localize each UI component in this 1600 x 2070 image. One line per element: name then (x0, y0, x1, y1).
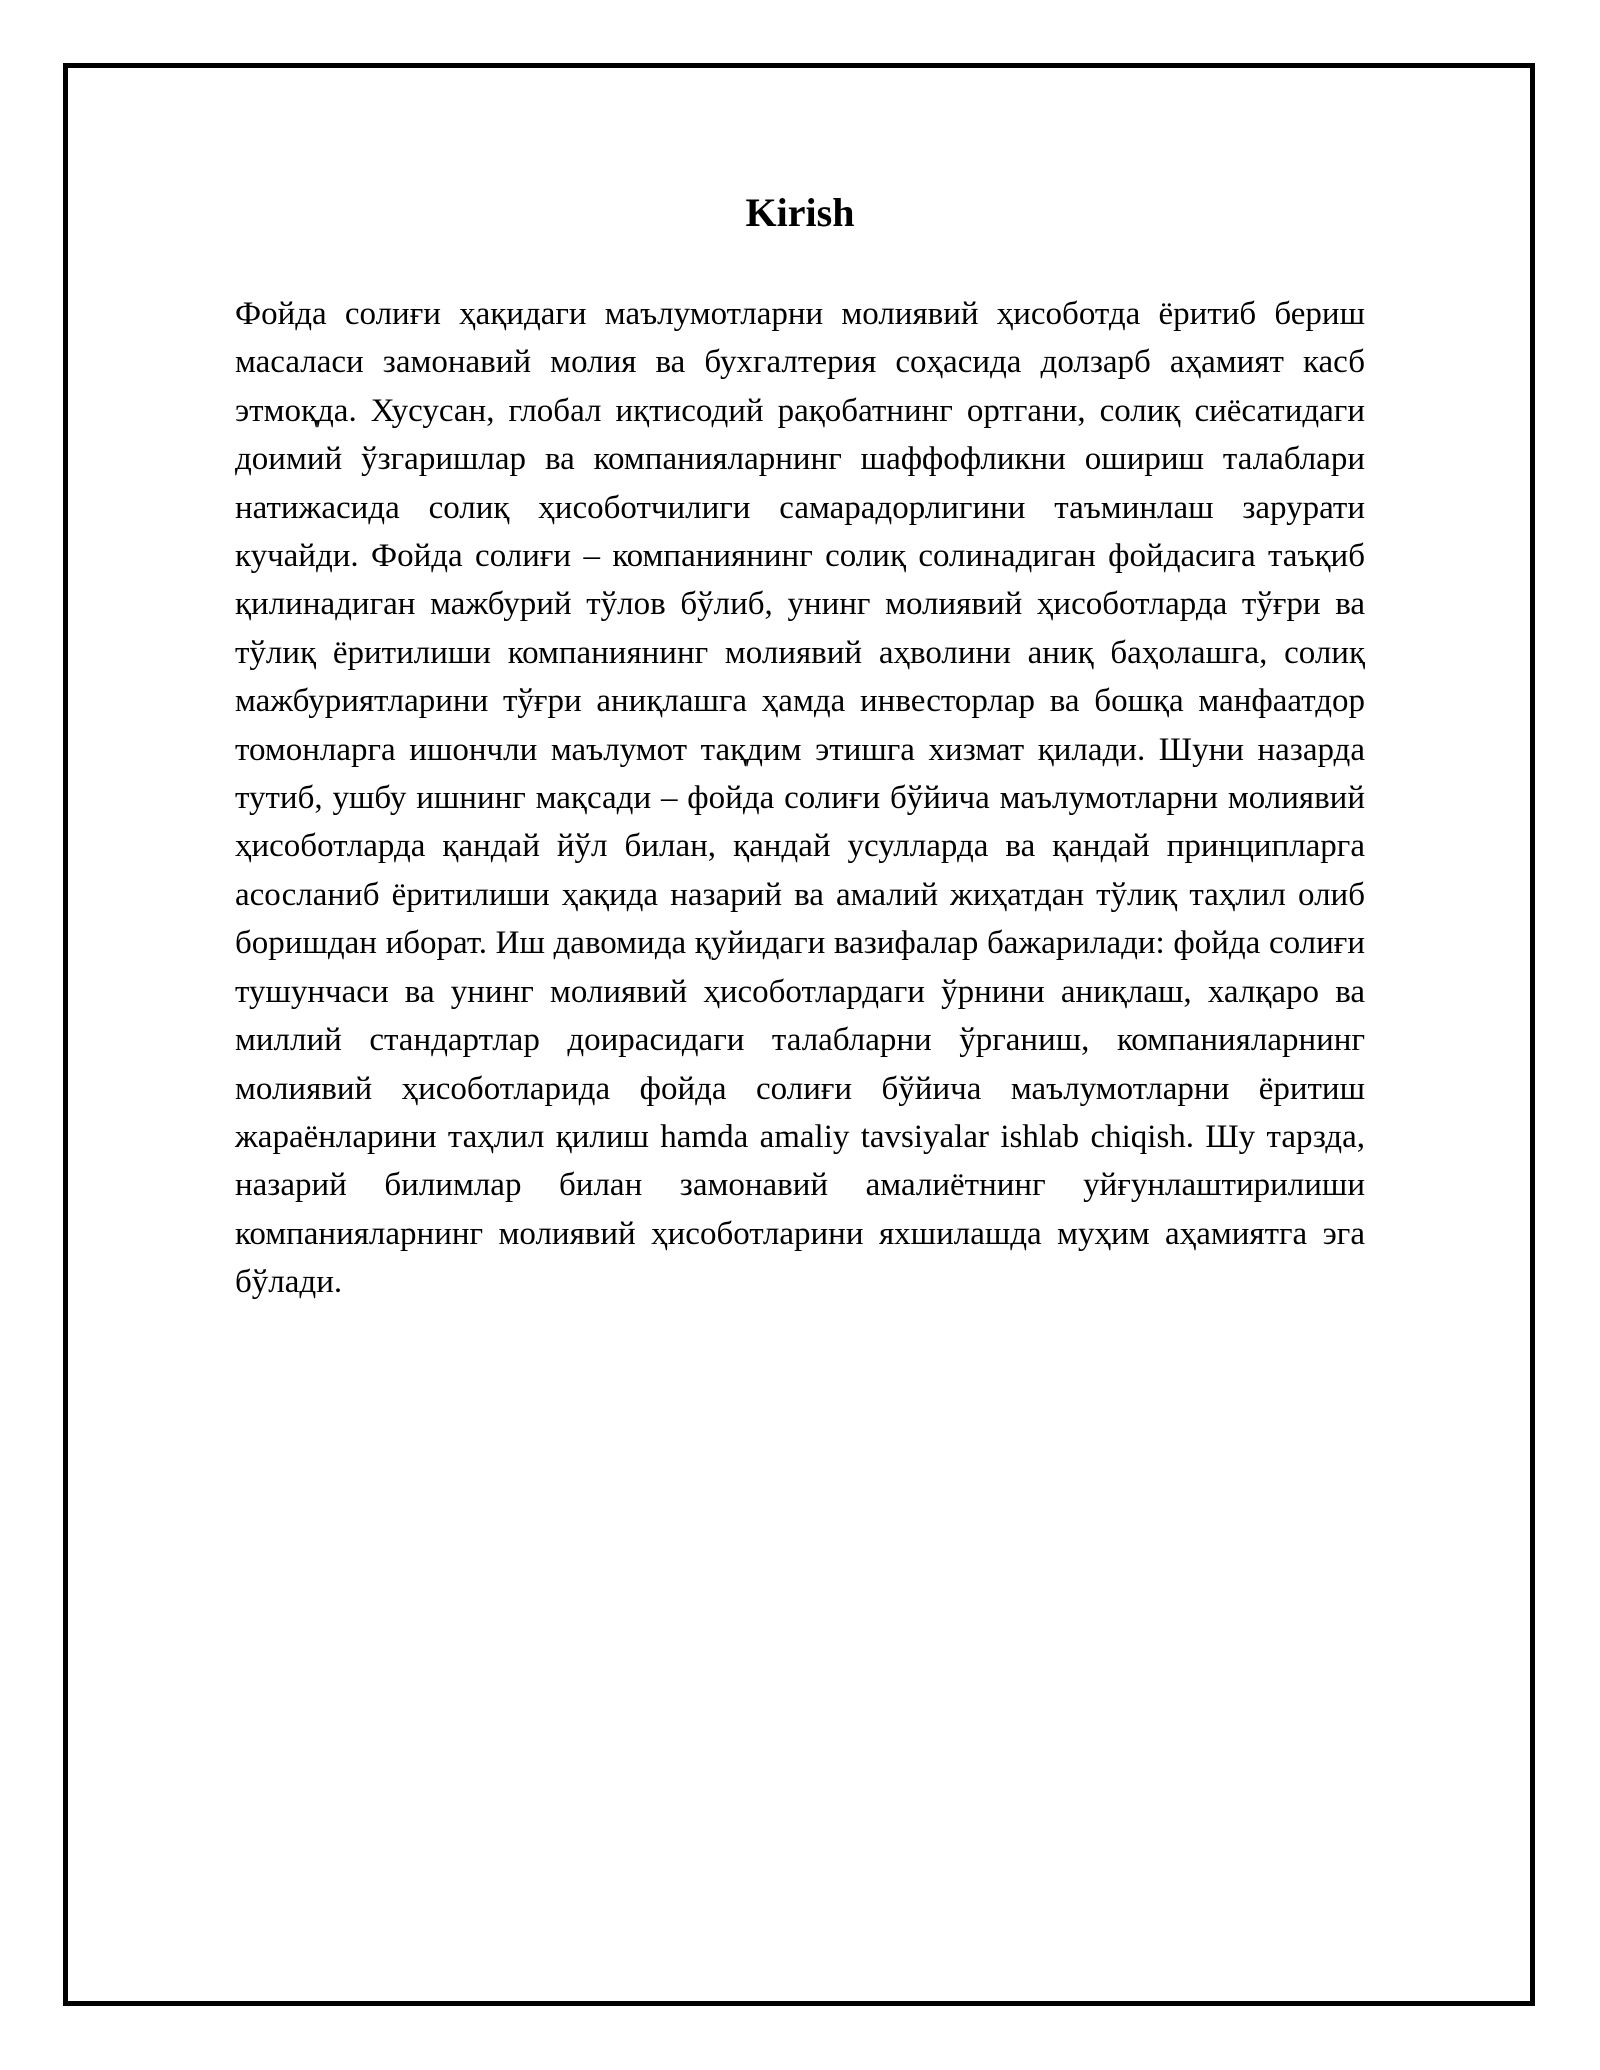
body-paragraph: Фойда солиғи ҳақидаги маълумотларни молиявий ҳисоботда ёритиб бериш масаласи замонавий молия ва бухгалтерия соҳасида долзарб аҳамият касб этмоқда. Хусусан, глобал иқтисодий рақобатнинг ортгани, солиқ сиёсатидаги доимий ўзгаришлар ва компанияларнинг шаффофликни ошириш талаблари натижасида солиқ ҳисоботчилиги самарадорлигини таъминлаш зарурати кучайди. Фойда солиғи – компаниянинг солиқ солинадиган фойдасига таъқиб қилинадиган мажбурий тўлов бўлиб, унинг молиявий ҳисоботларда тўғри ва тўлиқ ёритилиши компаниянинг молиявий аҳволини аниқ баҳолашга, солиқ мажбуриятларини тўғри аниқлашга ҳамда инвесторлар ва бошқа манфаатдор томонларга ишончли маълумот тақдим этишга хизмат қилади. Шуни назарда тутиб, ушбу ишнинг мақсади – фойда солиғи бўйича маълумотларни молиявий ҳисоботларда қандай йўл билан, қандай усулларда ва қандай принципларга асосланиб ёритилиши ҳақида назарий ва амалий жиҳатдан тўлиқ таҳлил олиб боришдан иборат. Иш давомида қуйидаги вазифалар бажарилади: фойда солиғи тушунчаси ва унинг молиявий ҳисоботлардаги ўрнини аниқлаш, халқаро ва миллий стандартлар доирасидаги талабларни ўрганиш, компанияларнинг молиявий ҳисоботларида фойда солиғи бўйича маълумотларни ёритиш жараёнларини таҳлил қилиш hamda amaliy tavsiyalar ishlab chiqish. Шу тарзда, назарий билимлар билан замонавий амалиётнинг уйғунлаштирилиши компанияларнинг молиявий ҳисоботларини яхшилашда муҳим аҳамиятга эга бўлади. (235, 296, 1365, 1301)
page-title: Kirish (745, 190, 855, 235)
